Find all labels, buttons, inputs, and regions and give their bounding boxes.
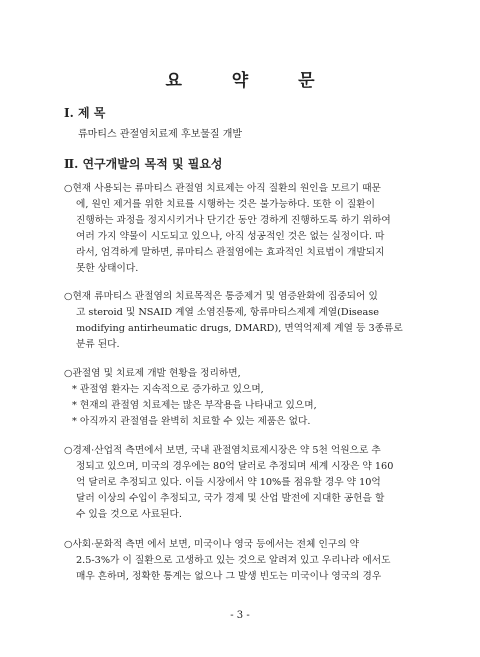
page-number: - 3 -: [230, 610, 250, 621]
text-line: 달러 이상의 수입이 추정되고, 국가 경제 및 산업 발전에 지대한 공헌을 할: [76, 493, 385, 504]
text-line: ○경제·산업적 측면에서 보면, 국내 관절염치료제시장은 약 5천 억원으로 추: [64, 445, 381, 456]
bullet-line: * 현재의 관절염 치료제는 많은 부작용을 나타내고 있으며,: [72, 400, 317, 411]
text-line: 정되고 있으며, 미국의 경우에는 80억 달러로 추정되며 세계 시장은 약 160: [76, 461, 394, 472]
section-2-heading: Ⅱ. 연구개발의 목적 및 필요성: [64, 157, 223, 171]
text-line: 진행하는 과정을 정지시키거나 단기간 동안 경하게 진행하도록 하기 위하여: [76, 215, 391, 226]
text-line: 라서, 엄격하게 말하면, 류마티스 관절염에는 효과적인 치료법이 개발되지: [76, 247, 385, 258]
section-1-subtitle: 류마티스 관절염치료제 후보물질 개발: [78, 129, 243, 140]
paragraph-2: [64, 289, 422, 353]
paragraph-4: [64, 443, 422, 523]
text-line: 여러 가지 약물이 시도되고 있으나, 아직 성공적인 것은 없는 실정이다. 따: [76, 231, 385, 242]
text-line: 분류 된다.: [76, 339, 120, 350]
text-line: 매우 흔하며, 정확한 통계는 없으나 그 발생 빈도는 미국이나 영국의 경우: [76, 571, 382, 582]
text-line: ○사회·문화적 측면 에서 보면, 미국이나 영국 등에서는 전체 인구의 약: [64, 539, 359, 550]
text-line: 고 steroid 및 NSAID 계열 소염진통제, 항류마티스제제 계열(Disease: [76, 307, 379, 318]
text-line: ○관절염 및 치료제 개발 현황을 정리하면,: [64, 368, 241, 379]
text-line: 억 달러로 추정되고 있다. 이들 시장에서 약 10%를 점유할 경우 약 10억: [76, 477, 381, 488]
paragraph-5: [64, 537, 422, 585]
bullet-line: * 아직까지 관절염을 완벽히 치료할 수 있는 제품은 없다.: [72, 416, 311, 427]
text-line: 수 있을 것으로 사료된다.: [76, 509, 182, 520]
section-1-heading: Ⅰ. 제 목: [64, 106, 106, 120]
text-line: 에, 원인 제거를 위한 치료를 시행하는 것은 불가능하다. 또한 이 질환이: [76, 199, 375, 210]
paragraph-1: [64, 181, 422, 277]
text-line: modifying antirheumatic drugs, DMARD), 면역억제제 계열 등 3종류로: [76, 323, 403, 334]
text-line: 2.5-3%가 이 질환으로 고생하고 있는 것으로 알려져 있고 우리나라 에서도: [76, 555, 391, 566]
text-line: ○현재 사용되는 류마티스 관절염 치료제는 아직 질환의 원인을 모르기 때문: [64, 183, 381, 194]
page-title: 요 약 문: [165, 71, 337, 91]
text-line: ○현재 류마티스 관절염의 치료목적은 통증제거 및 염증완화에 집중되어 있: [64, 291, 378, 302]
bullet-line: * 관절염 환자는 지속적으로 증가하고 있으며,: [72, 384, 264, 395]
text-line: 못한 상태이다.: [76, 263, 139, 274]
paragraph-3: [64, 366, 422, 430]
